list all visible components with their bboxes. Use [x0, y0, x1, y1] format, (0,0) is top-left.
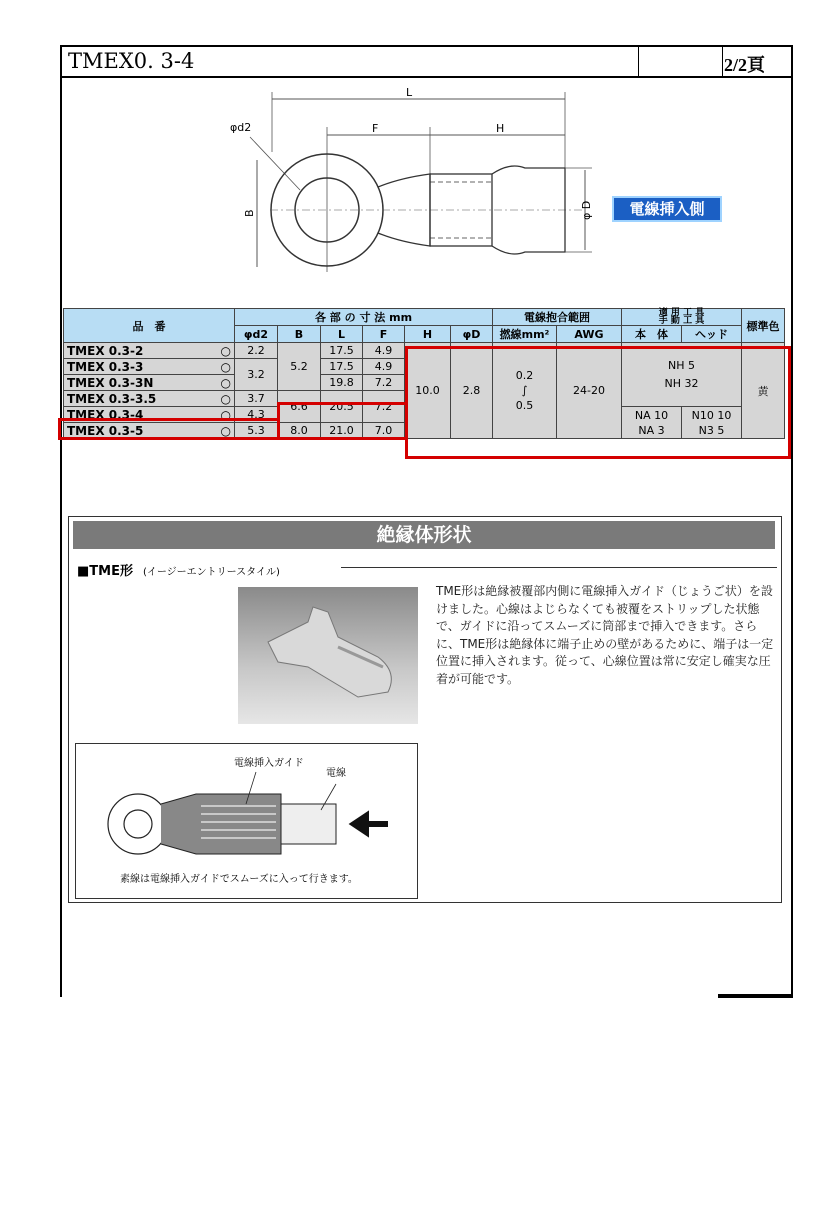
table-cell: TMEX 0.3-3.5 ○ — [64, 391, 235, 407]
part-number: TMEX 0.3-5 — [67, 423, 144, 438]
table-cell: NA 10 NA 3 — [622, 407, 682, 439]
col-awg: AWG — [557, 326, 622, 343]
col-color: 標準色 — [742, 309, 785, 343]
part-number: TMEX 0.3-3.5 — [67, 391, 157, 406]
table-cell: 17.5 — [321, 359, 363, 375]
table-cell: 17.5 — [321, 343, 363, 359]
table-cell: 3.7 — [235, 391, 278, 407]
table-cell: 2.2 — [235, 343, 278, 359]
fig-caption: 素線は電線挿入ガイドでスムーズに入って行きます。 — [120, 874, 358, 885]
table-cell: 3.2 — [235, 359, 278, 391]
table-cell: 7.2 — [363, 391, 405, 423]
table-cell: 2.8 — [451, 343, 493, 439]
table-cell: 黄 — [742, 343, 785, 439]
col-B: B — [278, 326, 321, 343]
part-number: TMEX 0.3-3N — [67, 375, 154, 390]
fig-guide-label: 電線挿入ガイド — [234, 758, 304, 769]
table-cell: TMEX 0.3-5 ○ — [64, 423, 235, 439]
col-body: 本 体 — [622, 326, 682, 343]
panel-title: 絶縁体形状 — [73, 521, 775, 549]
header-empty-cell — [638, 47, 723, 76]
panel-subtitle-note: (イージーエントリースタイル) — [142, 567, 280, 578]
table-cell: 5.2 — [278, 343, 321, 391]
table-cell: 4.9 — [363, 343, 405, 359]
description-text: TME形は絶縁被覆部内側に電線挿入ガイド（じょうご状）を設けました。心線はよじらなくても被覆をストリップした状態で、ガイドに沿ってスムーズに筒部まで挿入できます。さらに、TME形は絶縁体に端子止めの壁があるために、端子は一定位置に挿入されます。従って、心線位置は常に安定し確実な圧着が可能です。 — [436, 584, 774, 686]
insulation-panel — [68, 516, 782, 903]
stock-mark: ○ — [220, 343, 231, 358]
table-cell: TMEX 0.3-3 ○ — [64, 359, 235, 375]
label-F: F — [372, 122, 379, 135]
table-cell: 5.3 — [235, 423, 278, 439]
insertion-figure — [75, 743, 418, 899]
col-D: φD — [451, 326, 493, 343]
table-cell: 7.2 — [363, 375, 405, 391]
part-number: TMEX 0.3-4 — [67, 407, 144, 422]
table-cell — [622, 309, 742, 326]
table-row — [64, 343, 785, 359]
label-H: H — [496, 122, 505, 135]
col-tool2: 手 動 工 具 — [658, 316, 705, 326]
divider — [341, 567, 777, 568]
table-cell — [64, 343, 235, 359]
table-cell: NH 5 NH 32 — [622, 343, 742, 407]
part-number: TMEX 0.3-2 — [67, 343, 144, 358]
col-strand: 撚線mm² — [493, 326, 557, 343]
col-tool1: 適 用 工 具 — [658, 308, 705, 318]
table-cell: 4.3 — [235, 407, 278, 423]
table-cell: 0.2 ∫ 0.5 — [493, 343, 557, 439]
col-F: F — [363, 326, 405, 343]
col-L: L — [321, 326, 363, 343]
page-header — [62, 47, 791, 78]
label-L: L — [406, 86, 413, 99]
insert-side-label: 電線挿入側 — [612, 196, 722, 222]
label-d2: φd2 — [230, 121, 252, 134]
table-cell: 21.0 — [321, 423, 363, 439]
bottom-bar — [718, 994, 793, 998]
part-number: TMEX 0.3-3 — [67, 359, 144, 374]
col-range: 電線抱合範囲 — [493, 309, 622, 326]
table-cell: 6.6 — [278, 391, 321, 423]
col-H: H — [405, 326, 451, 343]
table-cell: TMEX 0.3-4 ○ — [64, 407, 235, 423]
table-cell: 19.8 — [321, 375, 363, 391]
label-D: φ D — [580, 200, 593, 220]
col-part: 品 番 — [64, 309, 235, 343]
table-cell: 4.9 — [363, 359, 405, 375]
table-cell: 8.0 — [278, 423, 321, 439]
panel-subtitle: ■TME形 — [77, 564, 133, 579]
table-cell: 20.5 — [321, 391, 363, 423]
label-B: B — [243, 209, 256, 217]
fig-wire-label: 電線 — [326, 768, 346, 779]
col-head: ヘッド — [682, 326, 742, 343]
table-cell: 10.0 — [405, 343, 451, 439]
terminal-drawing — [200, 82, 740, 282]
product-photo — [238, 587, 418, 724]
spec-table — [63, 308, 785, 439]
table-cell: N10 10 N3 5 — [682, 407, 742, 439]
table-cell: TMEX 0.3-3N ○ — [64, 375, 235, 391]
col-d2: φd2 — [235, 326, 278, 343]
table-cell: 24-20 — [557, 343, 622, 439]
table-cell: 7.0 — [363, 423, 405, 439]
col-dims: 各 部 の 寸 法 mm — [235, 309, 493, 326]
document-title: TMEX0. 3-4 — [68, 49, 195, 73]
page-number: 2/2頁 — [724, 55, 766, 75]
